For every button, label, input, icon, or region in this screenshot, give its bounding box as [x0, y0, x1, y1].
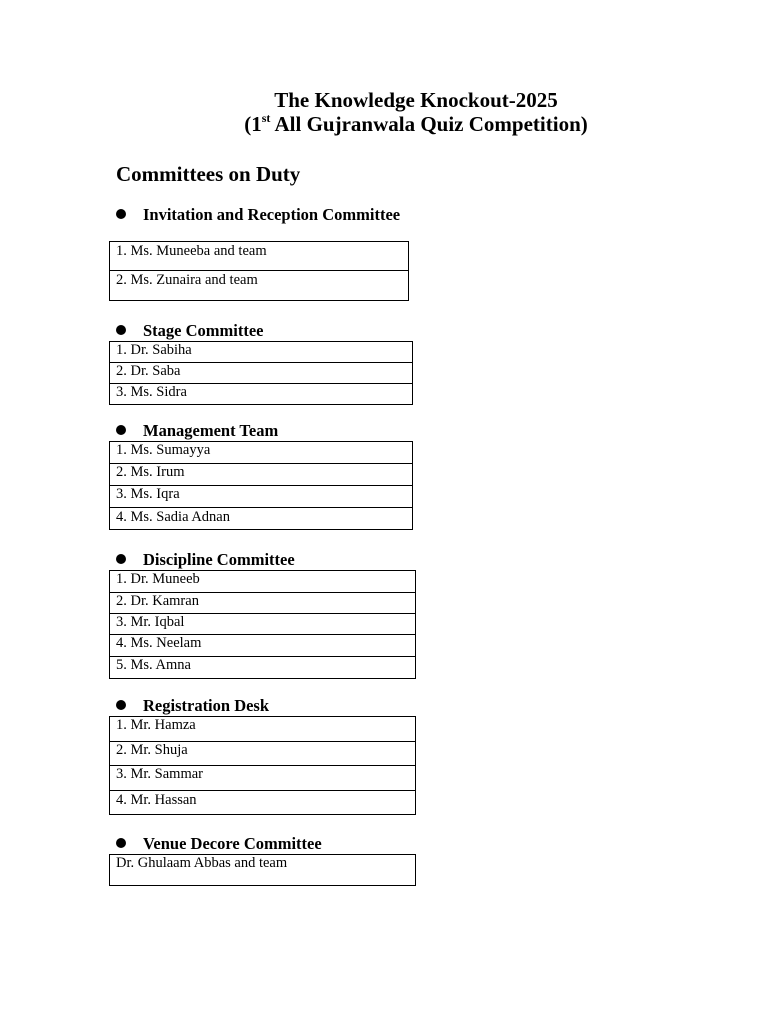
section-title-text: Stage Committee — [143, 321, 264, 340]
table-row: 3. Mr. Sammar — [110, 766, 415, 791]
table-row: 1. Ms. Muneeba and team — [110, 242, 408, 271]
committee-table-invitation-reception — [109, 241, 409, 301]
table-row: 1. Dr. Muneeb — [110, 571, 415, 593]
title-line-2-open: (1 — [244, 112, 262, 136]
committee-table-discipline — [109, 570, 416, 679]
table-row: 3. Ms. Iqra — [110, 486, 412, 508]
table-row: 2. Ms. Zunaira and team — [116, 272, 258, 288]
section-title-text: Discipline Committee — [143, 550, 295, 569]
table-row: 3. Mr. Iqbal — [110, 614, 415, 635]
table-row: 4. Ms. Sadia Adnan — [116, 509, 230, 525]
section-title-text: Management Team — [143, 421, 279, 440]
committee-table-stage — [109, 341, 413, 405]
title-superscript: st — [261, 111, 271, 125]
table-row: 1. Dr. Sabiha — [110, 342, 412, 363]
bullet-icon — [116, 325, 126, 335]
section-title-text: Registration Desk — [143, 696, 270, 715]
table-row: 2. Ms. Irum — [110, 464, 412, 486]
section-title-management — [116, 421, 278, 441]
table-row: Dr. Ghulaam Abbas and team — [116, 855, 288, 871]
table-row: 3. Ms. Sidra — [116, 384, 187, 400]
table-row: 4. Mr. Hassan — [116, 792, 197, 808]
committee-table-management — [109, 441, 413, 530]
document-title — [200, 88, 632, 136]
bullet-icon — [116, 554, 126, 564]
table-row: 2. Dr. Kamran — [110, 593, 415, 614]
bullet-icon — [116, 209, 126, 219]
section-title-venue-decore — [116, 834, 322, 854]
committee-table-venue-decore — [109, 854, 416, 886]
section-title-stage — [116, 321, 264, 341]
bullet-icon — [116, 425, 126, 435]
section-title-text: Invitation and Reception Committee — [143, 205, 401, 224]
section-title-registration — [116, 696, 269, 716]
committee-table-registration — [109, 716, 416, 815]
table-row: 4. Ms. Neelam — [110, 635, 415, 657]
table-row: 2. Mr. Shuja — [110, 742, 415, 766]
table-row: 1. Mr. Hamza — [110, 717, 415, 742]
bullet-icon — [116, 700, 126, 710]
page-heading: Committees on Duty — [116, 162, 301, 186]
table-row: 5. Ms. Amna — [116, 657, 191, 673]
title-line-2 — [200, 112, 632, 136]
section-title-text: Venue Decore Committee — [143, 834, 322, 853]
bullet-icon — [116, 838, 126, 848]
table-row: 1. Ms. Sumayya — [110, 442, 412, 464]
title-line-2-rest: All Gujranwala Quiz Competition) — [270, 112, 588, 136]
section-title-invitation-reception — [116, 205, 400, 225]
section-title-discipline — [116, 550, 295, 570]
table-row: 2. Dr. Saba — [110, 363, 412, 384]
title-line-1: The Knowledge Knockout-2025 — [274, 88, 558, 112]
